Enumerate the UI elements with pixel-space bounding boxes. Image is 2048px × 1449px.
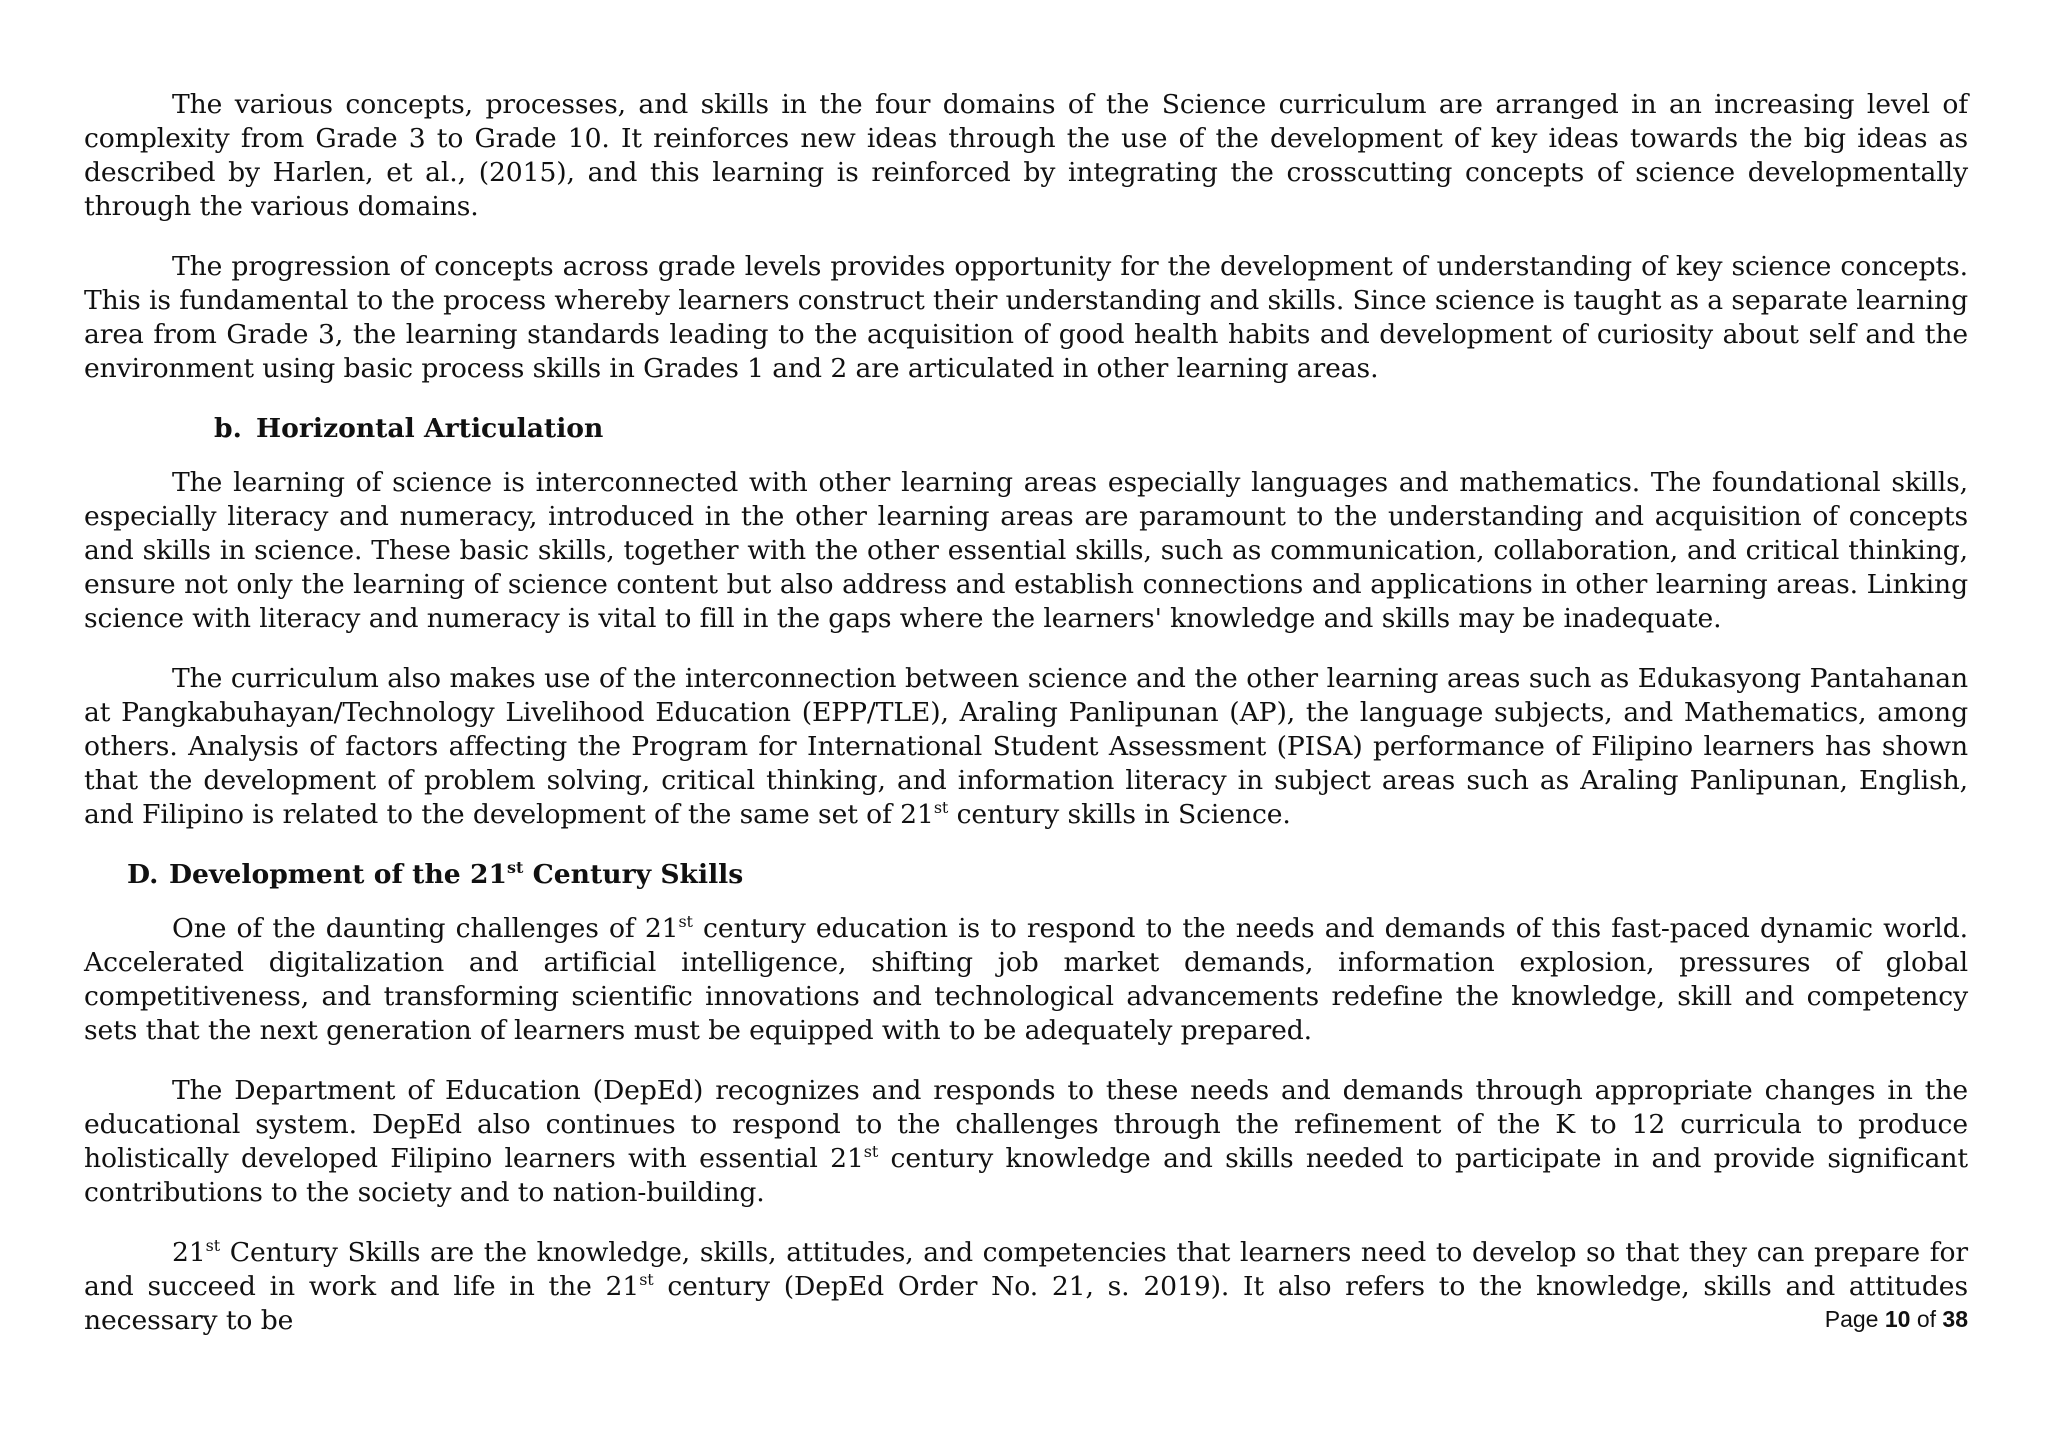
heading-marker-b: b. — [214, 413, 242, 444]
heading-horizontal-articulation — [214, 412, 1968, 446]
page-number-footer: Page 10 of 38 — [1824, 1306, 1968, 1332]
paragraph-21st-century-skills-definition: 21st Century Skills are the knowledge, skills, attitudes, and competencies that learners need to develop so that they can prepare for and succeed in work and life in the 21st century (DepEd Order No. 21, s. 2019). It also refers to the knowledge, skills and attitudes necessary to be — [84, 1236, 1968, 1336]
heading-marker-d: D. — [127, 859, 159, 890]
total-page-count: 38 — [1942, 1306, 1968, 1332]
paragraph-curriculum-interconnection: The curriculum also makes use of the interconnection between science and the other learning areas such as Edukasyong Pantahanan at Pangkabuhayan/Technology Livelihood Education (EPP/TLE), Araling Panlipunan (AP), the language subjects, and Mathematics, among others. Analysis of factors affecting the Program for International Student Assessment (PISA) performance of Filipino learners has shown that the development of problem solving, critical thinking, and information literacy in subject areas such as Araling Panlipunan, English, and Filipino is related to the development of the same set of 21st century skills in Science. — [84, 663, 1968, 830]
heading-21st-century-skills: D. Development of the 21st Century Skills — [127, 858, 744, 890]
paragraph-deped: The Department of Education (DepEd) recognizes and responds to these needs and demands through appropriate changes in the educational system. DepEd also continues to respond to the challenges through the refinement of the K to 12 curricula to produce holistically developed Filipino learners with essential 21st century knowledge and skills needed to participate in and provide significant contributions to the society and to nation-building. — [84, 1075, 1968, 1208]
paragraph-progression: The progression of concepts across grade levels provides opportunity for the development of understanding of key science concepts. This is fundamental to the process whereby learners construct their understanding and skills. Since science is taught as a separate learning area from Grade 3, the learning standards leading to the acquisition of good health habits and development of curiosity about self and the environment using basic process skills in Grades 1 and 2 are articulated in other learning areas. — [84, 251, 1969, 384]
heading-text-b: Horizontal Articulation — [256, 413, 604, 444]
paragraph-complexity: The various concepts, processes, and skills in the four domains of the Science curriculum are arranged in an increasing level of complexity from Grade 3 to Grade 10. It reinforces new ideas through the use of the development of key ideas towards the big ideas as described by Harlen, et al., (2015), and this learning is reinforced by integrating the crosscutting concepts of science developmentally through the various domains. — [84, 89, 1968, 222]
current-page-number: 10 — [1884, 1306, 1911, 1332]
paragraph-interconnected: The learning of science is interconnected with other learning areas especially languages and mathematics. The foundational skills, especially literacy and numeracy, introduced in the other learning areas are paramount to the understanding and acquisition of concepts and skills in science. These basic skills, together with the other essential skills, such as communication, collaboration, and critical thinking, ensure not only the learning of science content but also address and establish connections and applications in other learning areas. Linking science with literacy and numeracy is vital to fill in the gaps where the learners' knowledge and skills may be inadequate. — [84, 467, 1968, 634]
paragraph-daunting-challenges: One of the daunting challenges of 21st century education is to respond to the needs and demands of this fast-paced dynamic world. Accelerated digitalization and artificial intelligence, shifting job market demands, information explosion, pressures of global competitiveness, and transforming scientific innovations and technological advancements redefine the knowledge, skill and competency sets that the next generation of learners must be equipped with to be adequately prepared. — [84, 912, 1968, 1046]
document-page — [84, 88, 1968, 1364]
